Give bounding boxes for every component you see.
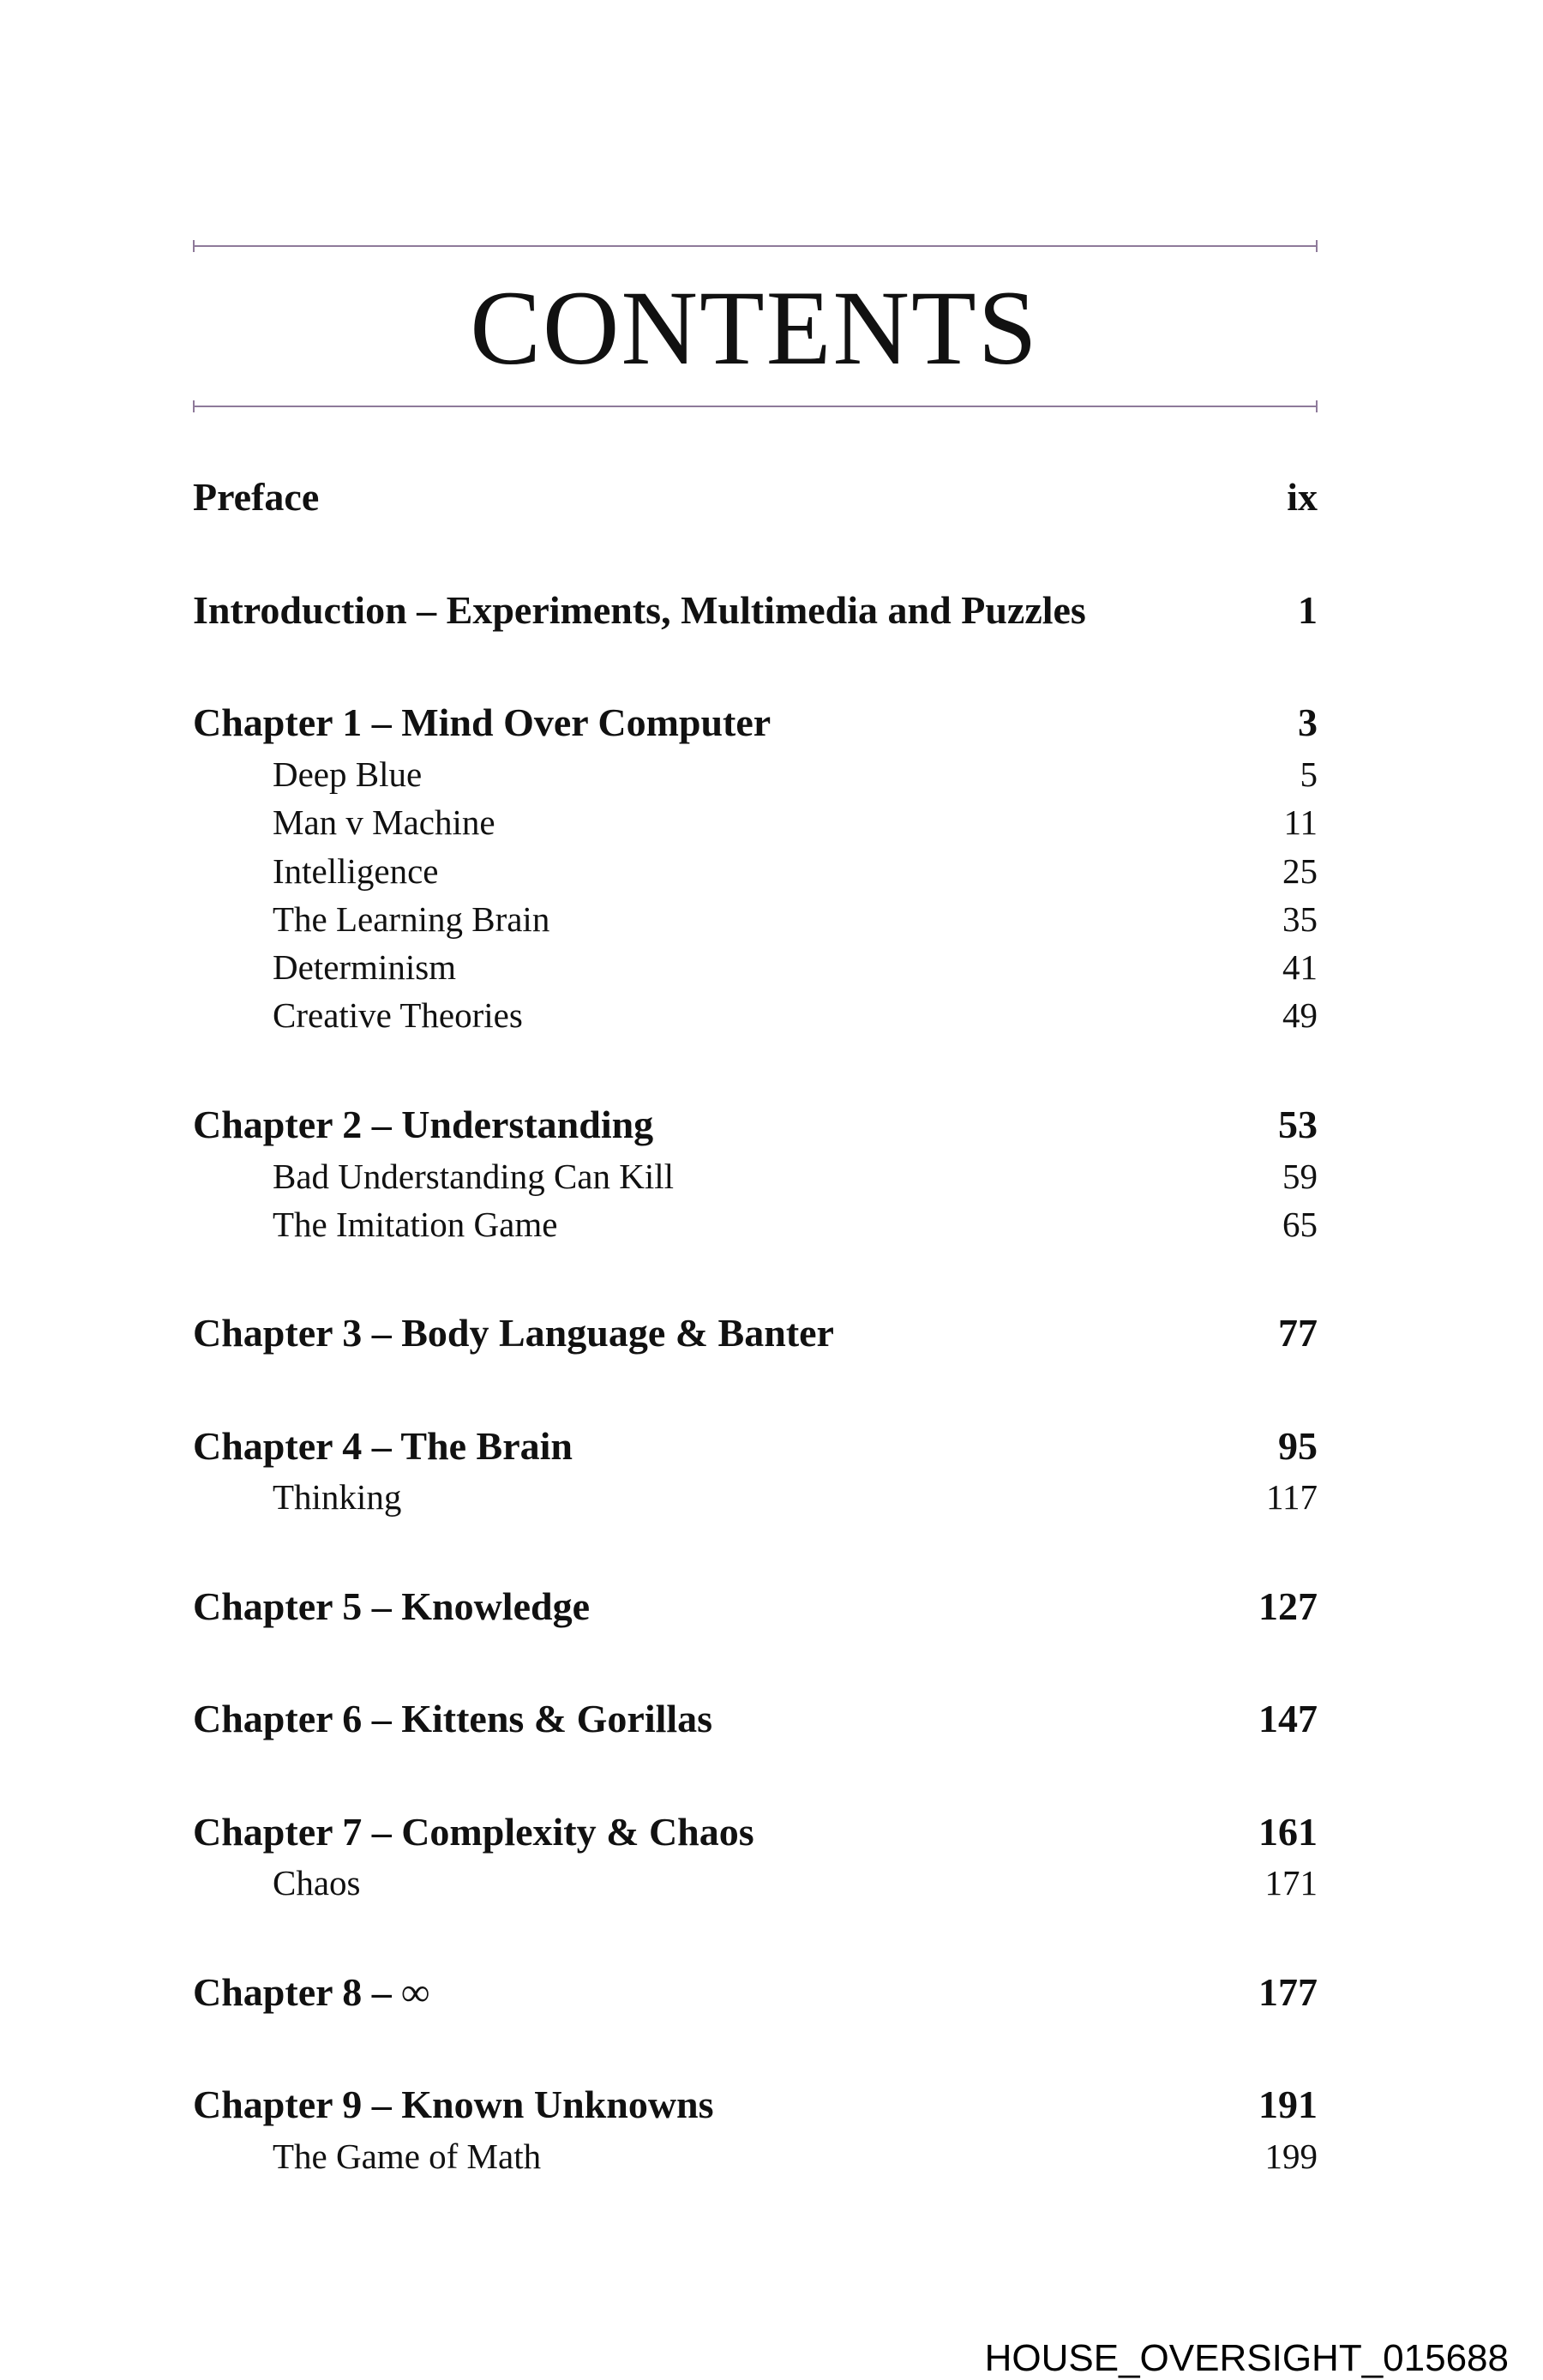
- toc-entry-page-number: 77: [1278, 1311, 1318, 1355]
- toc-section-entry: [193, 1473, 1318, 1521]
- toc-chapter-entry: [193, 1583, 1318, 1631]
- toc-entry-page-number: 59: [1282, 1157, 1318, 1196]
- toc-entry-page-number: 191: [1258, 2082, 1318, 2126]
- toc-entry-title: Preface: [193, 475, 320, 519]
- toc-chapter-entry: [193, 586, 1318, 634]
- toc-chapter-entry: [193, 1695, 1318, 1743]
- toc-entry-title: The Game of Math: [273, 2137, 542, 2176]
- toc-section-entry: [193, 1859, 1318, 1907]
- toc-entry-title: The Learning Brain: [273, 899, 550, 939]
- page-title: CONTENTS: [470, 269, 1039, 387]
- toc-entry-title: Bad Understanding Can Kill: [273, 1157, 675, 1196]
- toc-section-entry: [193, 1152, 1318, 1200]
- toc-entry-page-number: 171: [1264, 1863, 1318, 1902]
- toc-entry-page-number: 1: [1298, 588, 1318, 632]
- toc-entry-page-number: 127: [1258, 1584, 1318, 1628]
- toc-entry-title: Creative Theories: [273, 995, 523, 1035]
- toc-entry-page-number: 53: [1278, 1103, 1318, 1146]
- toc-entry-page-number: 25: [1282, 851, 1318, 891]
- toc-entry-title: Chapter 6 – Kittens & Gorillas: [193, 1697, 713, 1740]
- toc-entry-page-number: 41: [1282, 947, 1318, 987]
- toc-entry-title: Man v Machine: [273, 802, 495, 842]
- toc-chapter-entry: [193, 1968, 1318, 2016]
- toc-entry-page-number: ix: [1287, 475, 1318, 519]
- toc-entry-title: Chapter 7 – Complexity & Chaos: [193, 1810, 754, 1854]
- toc-entry-page-number: 177: [1258, 1970, 1318, 2014]
- toc-entry-page-number: 147: [1258, 1697, 1318, 1740]
- toc-section-entry: [193, 798, 1318, 846]
- toc-section-entry: [193, 991, 1318, 1039]
- toc-section-entry: [193, 847, 1318, 895]
- toc-entry-title: Introduction – Experiments, Multimedia and Puzzles: [193, 588, 1086, 632]
- toc-chapter-entry: [193, 1101, 1318, 1149]
- toc-section-entry: [193, 895, 1318, 943]
- toc-entry-title: Intelligence: [273, 851, 439, 891]
- bottom-rule: [193, 406, 1318, 407]
- toc-chapter-entry: [193, 1808, 1318, 1856]
- toc-entry-title: The Imitation Game: [273, 1205, 558, 1244]
- toc-section-entry: [193, 750, 1318, 798]
- toc-entry-page-number: 5: [1300, 754, 1318, 794]
- toc-entry-title: Chapter 3 – Body Language & Banter: [193, 1311, 834, 1355]
- toc-entry-page-number: 95: [1278, 1424, 1318, 1468]
- toc-entry-page-number: 65: [1282, 1205, 1318, 1244]
- toc-entry-page-number: 35: [1282, 899, 1318, 939]
- toc-entry-title: Chapter 9 – Known Unknowns: [193, 2082, 714, 2126]
- toc-entry-page-number: 3: [1298, 700, 1318, 744]
- toc-chapter-entry: [193, 1422, 1318, 1470]
- toc-entry-page-number: 117: [1266, 1477, 1318, 1517]
- toc-entry-page-number: 49: [1282, 995, 1318, 1035]
- toc-entry-title: Thinking: [273, 1477, 402, 1517]
- toc-entry-page-number: 161: [1258, 1810, 1318, 1854]
- toc-chapter-entry: [193, 1309, 1318, 1357]
- toc-entry-title: Chapter 2 – Understanding: [193, 1103, 654, 1146]
- toc-chapter-entry: [193, 473, 1318, 521]
- top-rule: [193, 245, 1318, 247]
- toc-section-entry: [193, 1200, 1318, 1248]
- toc-chapter-entry: [193, 699, 1318, 747]
- toc-entry-title: Chaos: [273, 1863, 361, 1902]
- toc-entry-title: Determinism: [273, 947, 457, 987]
- toc-chapter-entry: [193, 2081, 1318, 2129]
- toc-entry-title: Chapter 5 – Knowledge: [193, 1584, 590, 1628]
- toc-entry-page-number: 11: [1283, 802, 1318, 842]
- toc-section-entry: [193, 943, 1318, 991]
- toc-section-entry: [193, 2132, 1318, 2180]
- toc-entry-title: Chapter 4 – The Brain: [193, 1424, 573, 1468]
- toc-entry-page-number: 199: [1264, 2137, 1318, 2176]
- document-stamp: HOUSE_OVERSIGHT_015688: [984, 2337, 1509, 2379]
- toc-entry-title: Deep Blue: [273, 754, 423, 794]
- toc-entry-title: Chapter 1 – Mind Over Computer: [193, 700, 772, 744]
- toc-entry-title: Chapter 8 – ∞: [193, 1970, 429, 2014]
